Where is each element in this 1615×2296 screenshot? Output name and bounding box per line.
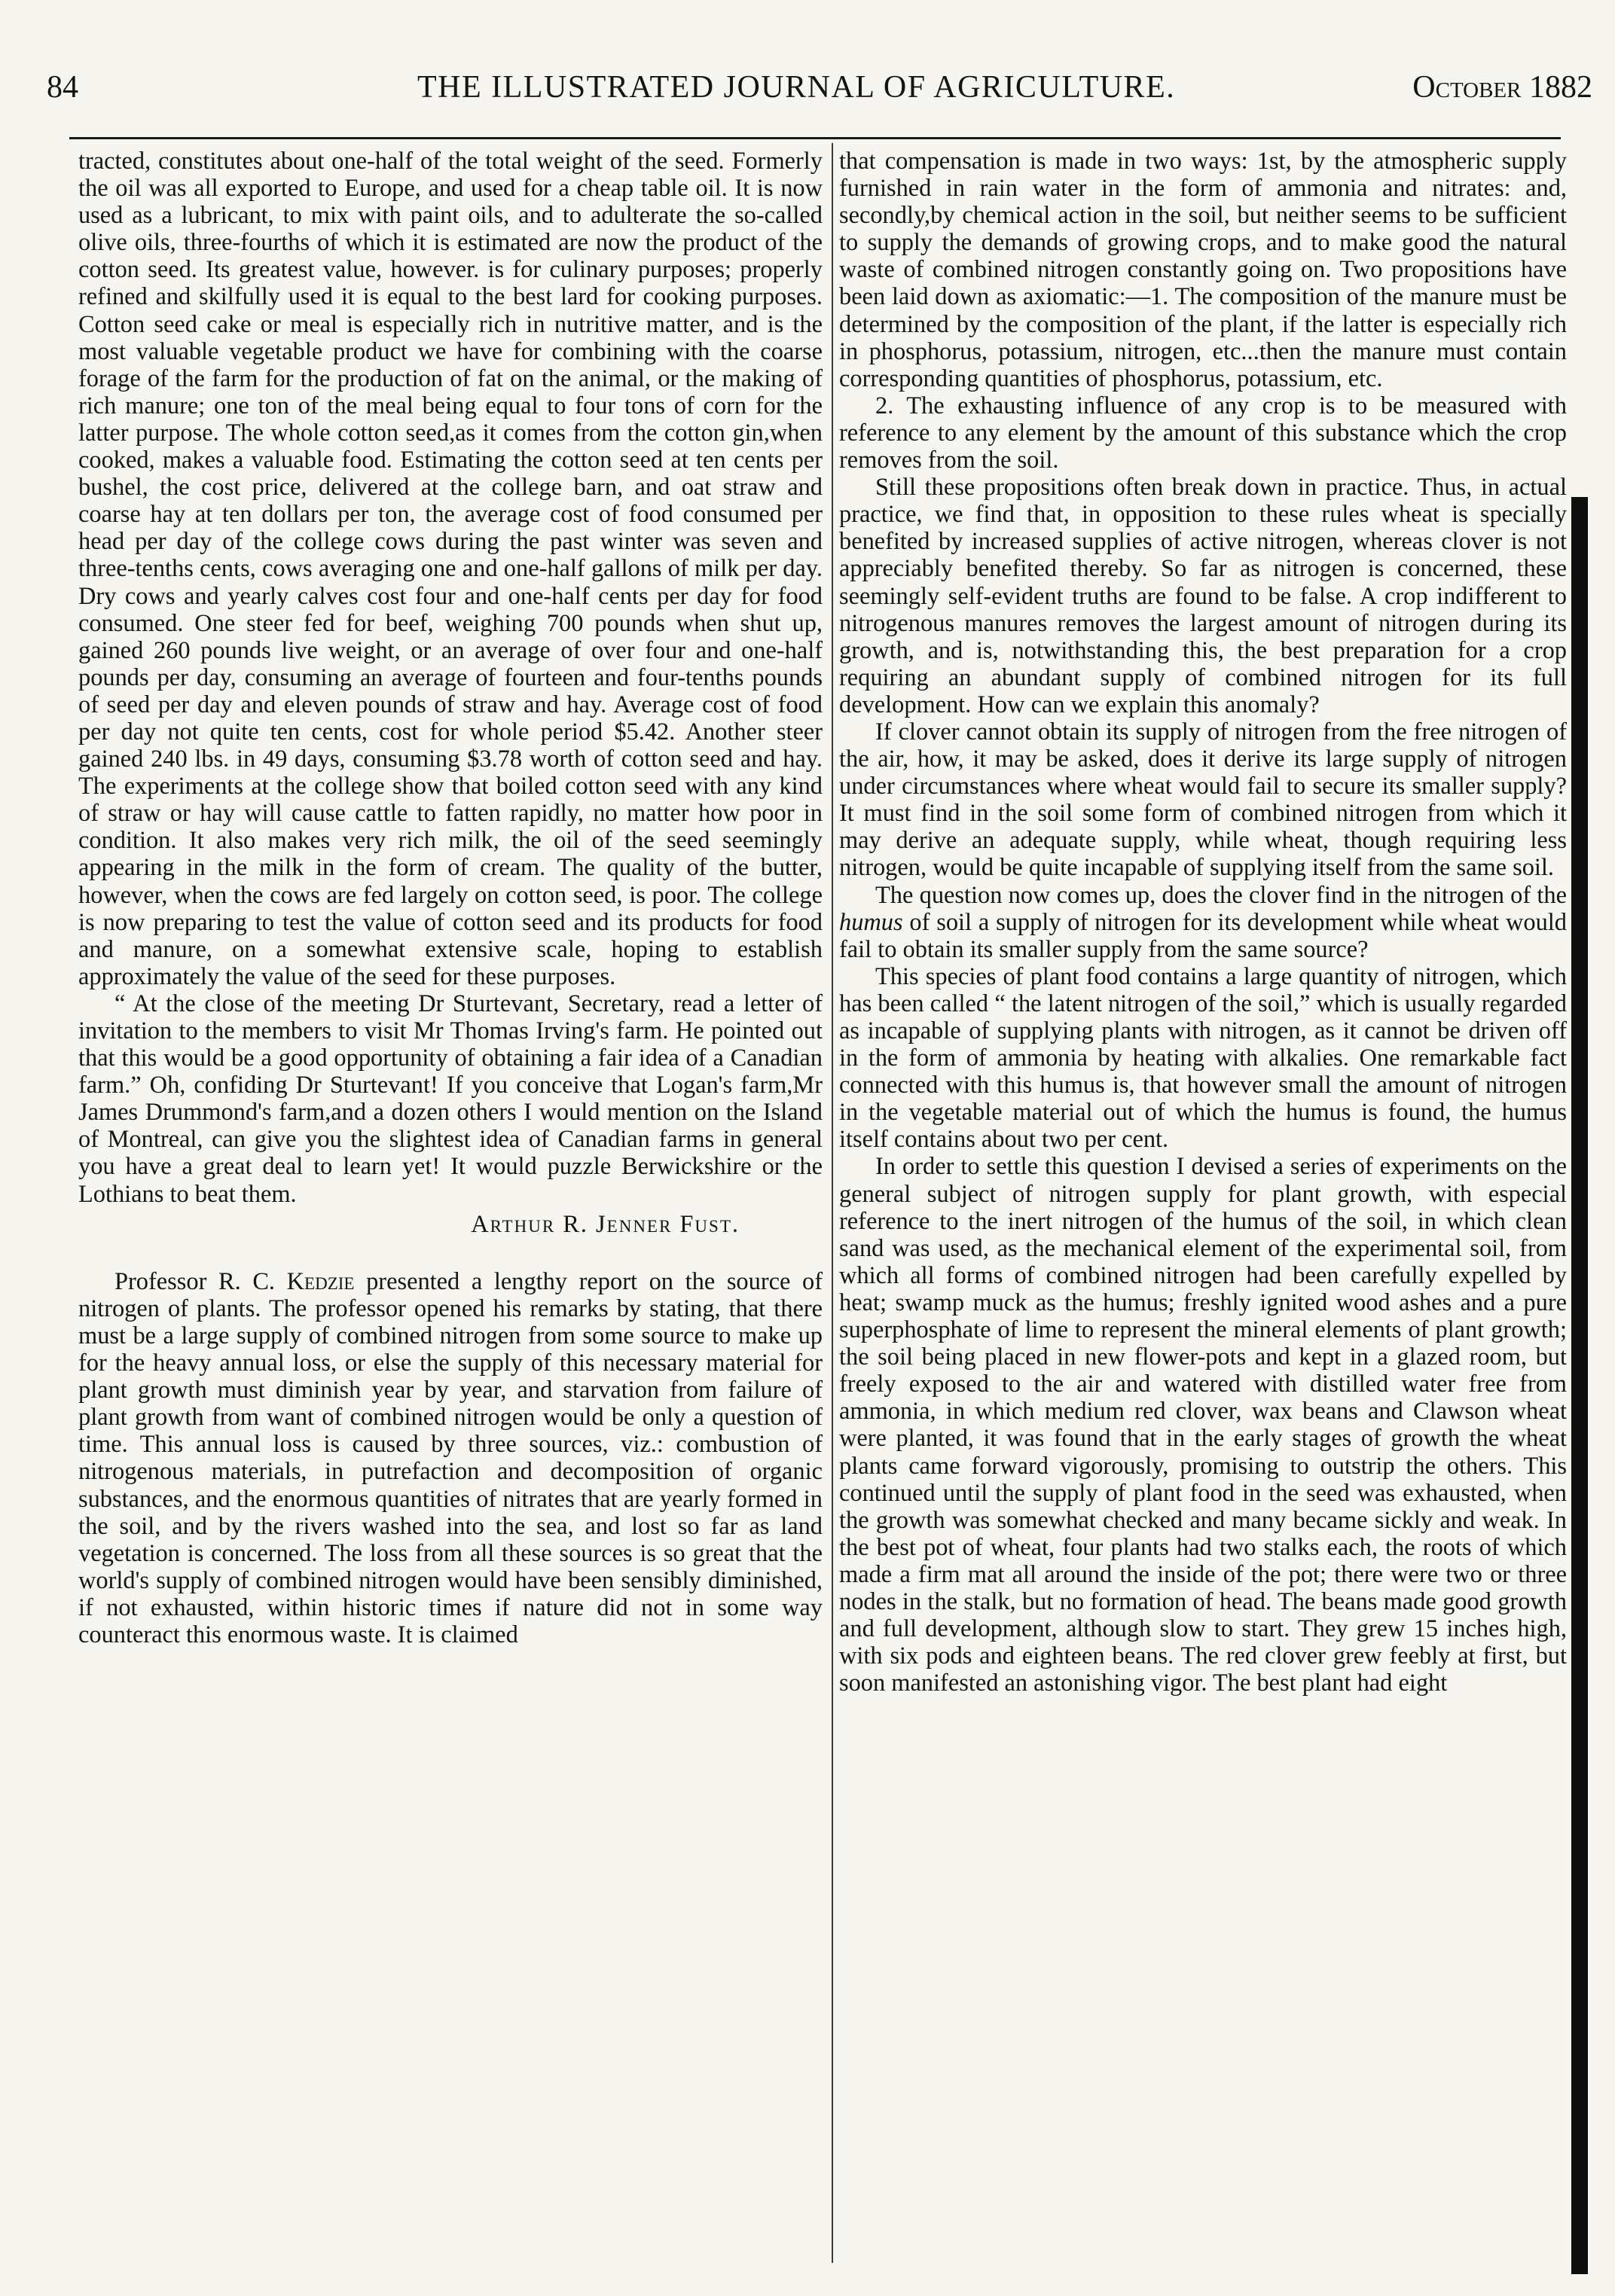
binding-edge-shadow: [1571, 497, 1588, 2274]
sturtevant-paragraph: “ At the close of the meeting Dr Sturtevant, Secretary, read a letter of invitation to the members to visit Mr Thomas Irving's farm. He pointed out that this would be a good opportunity of obtaining a fair idea of a Canadian farm.” Oh, confiding Dr Sturtevant! If you conceive that Logan's farm,Mr James Drummond's farm,and a dozen others I would mention on the Island of Montreal, can give you the slightest idea of Canadian farms in general you have a great deal to learn yet! It would puzzle Berwickshire or the Lothians to beat them.: [78, 989, 823, 1208]
kedzie-lead: Professor R. C.: [114, 1267, 287, 1295]
compensation-paragraph: that compensation is made in two ways: 1st, by the atmospheric supply furnished in rain water in the form of ammonia and nitrates: and, secondly,by chemical action in the soil, but neither seems to be sufficient to supply the demands of growing crops, and to make good the natural waste of combined nitrogen constantly going on. Two propositions have been laid down as axiomatic:—1. The composition of the manure must be determined by the composition of the plant, if the latter is especially rich in phosphorus, potassium, nitrogen, etc...then the manure must contain corresponding quantities of phosphorus, potassium, etc.: [839, 148, 1567, 392]
left-column: [78, 148, 823, 1648]
kedzie-rest: presented a lengthy report on the source of nitrogen of plants. The professor opened his remarks by stating, that there must be a large supply of combined nitrogen from some source to make up for the heavy annual loss, or else the supply of this necessary material for plant growth must diminish year by year, and starvation from failure of plant growth from want of combined nitrogen would be only a question of time. This annual loss is caused by three sources, viz.: combustion of nitrogenous materials, in putrefaction and decomposition of organic substances, and the enormous quantities of nitrates that are yearly formed in the soil, and by the rivers washed into the sea, and lost so far as land vegetation is concerned. The loss from all these sources is so great that the world's supply of combined nitrogen would have been sensibly diminished, if not exhausted, within historic times if nature did not in some way counteract this enormous waste. It is claimed: [78, 1267, 823, 1648]
column-divider: [832, 143, 833, 2263]
practice-paragraph: Still these propositions often break down in practice. Thus, in actual practice, we find that, in opposition to these rules wheat is specially benefited by increased supplies of active nitrogen, whereas clover is not appreciably benefited thereby. So far as nitrogen is concerned, these seemingly self-evident truths are found to be false. A crop indifferent to nitrogenous manures removes the largest amount of nitrogen during its growth, and is, notwithstanding this, the best preparation for a crop requiring an abundant supply of combined nitrogen for its full development. How can we explain this anomaly?: [839, 474, 1567, 718]
cotton-seed-paragraph: tracted, constitutes about one-half of the total weight of the seed. Formerly the oil was all exported to Europe, and used for a cheap table oil. It is now used as a lubricant, to mix with paint oils, and to adulterate the so-called olive oils, three-fourths of which it is estimated are now the product of the cotton seed. Its greatest value, however. is for culinary purposes; properly refined and skilfully used it is equal to the best lard for cooking purposes. Cotton seed cake or meal is especially rich in nutritive matter, and is the most valuable vegetable product we have for combining with the coarse forage of the farm for the production of fat on the animal, or the making of rich manure; one ton of the meal being equal to four tons of corn for the latter purpose. The whole cotton seed,as it comes from the cotton gin,when cooked, makes a valuable food. Estimating the cotton seed at ten cents per bushel, the cost price, delivered at the college barn, and oat straw and coarse hay at ten dollars per ton, the average cost of food consumed per head per day of the college cows during the past winter was seven and three-tenths cents, cows averaging one and one-half gallons of milk per day. Dry cows and yearly calves cost four and one-half cents per day for food consumed. One steer fed for beef, weighing 700 pounds when shut up, gained 260 pounds live weight, or an average of over four and one-half pounds per day, consuming an average of fourteen and four-tenths pounds of seed per day and eleven pounds of straw and hay. Average cost of food per day not quite ten cents, cost for whole period $5.42. Another steer gained 240 lbs. in 49 days, consuming $3.78 worth of cotton seed and hay. The experiments at the college show that boiled cotton seed with any kind of straw or hay will cause cattle to fatten rapidly, no matter how poor in condition. It also makes very rich milk, the oil of the seed seemingly appearing in the milk in the form of cream. The quality of the butter, however, when the cows are fed largely on cotton seed, is poor. The college is now preparing to test the value of cotton seed and its products for food and manure, on a somewhat extensive scale, hoping to establish approximately the value of the seed for these purposes.: [78, 148, 823, 990]
proposition-two-paragraph: 2. The exhausting influence of any crop is to be measured with reference to any element by the amount of this substance which the crop removes from the soil.: [839, 392, 1567, 474]
kedzie-paragraph: [78, 1268, 823, 1648]
humus-rest: of soil a supply of nitrogen for its development while wheat would fail to obtain its smaller supply from the same source?: [839, 908, 1567, 963]
right-column: [839, 148, 1567, 1697]
humus-lead: The question now comes up, does the clover find in the nitrogen of the: [875, 881, 1567, 909]
page-header: [47, 62, 1598, 107]
issue-date: October 1882: [1412, 70, 1592, 105]
author-signature: [78, 1211, 823, 1238]
header-rule: [69, 137, 1561, 139]
kedzie-name: Kedzie: [286, 1267, 355, 1295]
humus-word: humus: [839, 908, 903, 936]
signature-text: Arthur R. Jenner Fust.: [471, 1210, 740, 1238]
page-number: 84: [47, 70, 78, 105]
experiment-paragraph: In order to settle this question I devised a series of experiments on the general subject of nitrogen supply for plant growth, with especial reference to the inert nitrogen of the humus of the soil, in which clean sand was used, as the mechanical element of the experimental soil, from which all forms of combined nitrogen had been carefully expelled by heat; swamp muck as the humus; freshly ignited wood ashes and a pure superphosphate of lime to represent the mineral elements of plant growth; the soil being placed in new flower-pots and kept in a glazed room, but freely exposed to the air and watered with distilled water free from ammonia, in which medium red clover, wax beans and Clawson wheat were planted, it was found that in the early stages of growth the wheat plants came forward vigorously, promising to outstrip the others. This continued until the supply of plant food in the seed was exhausted, when the growth was somewhat checked and many became sickly and weak. In the best pot of wheat, four plants had two stalks each, the roots of which made a firm mat all around the inside of the pot; there were two or three nodes in the stalk, but no formation of head. The beans made good growth and full development, although slow to start. They grew 15 inches high, with six pods and eighteen beans. The red clover grew feebly at first, but soon manifested an astonishing vigor. The best plant had eight: [839, 1153, 1567, 1697]
journal-title: THE ILLUSTRATED JOURNAL OF AGRICULTURE.: [417, 70, 1176, 105]
humus-question-paragraph: [839, 882, 1567, 963]
clover-paragraph: If clover cannot obtain its supply of nitrogen from the free nitrogen of the air, how, it may be asked, does it derive its large supply of nitrogen under circumstances where wheat would fail to secure its smaller supply? It must find in the soil some form of combined nitrogen from which it may derive an adequate supply, while wheat, though requiring less nitrogen, would be quite incapable of supplying itself from the same soil.: [839, 718, 1567, 882]
plant-food-paragraph: This species of plant food contains a large quantity of nitrogen, which has been called “ the latent nitrogen of the soil,” which is usually regarded as incapable of supplying plants with nitrogen, as it cannot be driven off in the form of ammonia by heating with alkalies. One remarkable fact connected with this humus is, that however small the amount of nitrogen in the vegetable material out of which the humus is found, the humus itself contains about two per cent.: [839, 962, 1567, 1154]
